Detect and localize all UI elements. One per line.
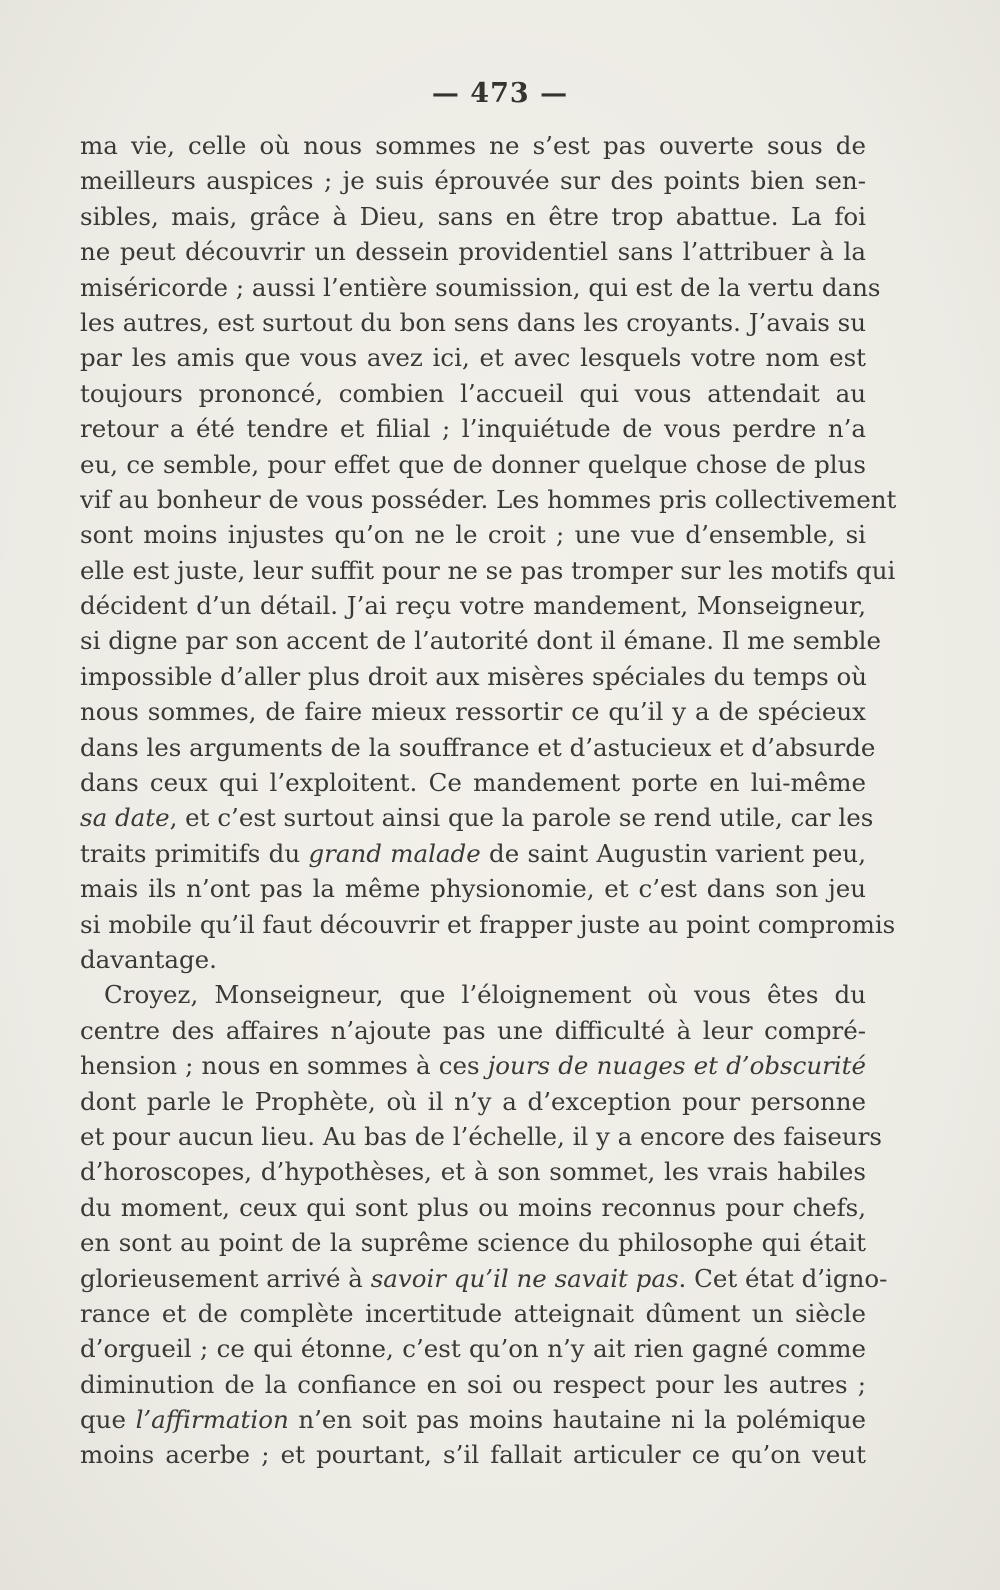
italic-text: grand malade <box>308 838 481 868</box>
text-segment: dans les arguments de la souffrance et d’astucieux et d’absurde <box>80 732 876 762</box>
text-line <box>80 305 866 340</box>
text-line <box>80 694 866 729</box>
text-segment: décident d’un détail. J’ai reçu votre mandement, Monseigneur, <box>80 591 866 621</box>
text-segment: sont moins injustes qu’on ne le croit ; une vue d’ensemble, si <box>80 520 866 550</box>
text-segment: , et c’est surtout ainsi que la parole se rend utile, car les <box>169 803 874 833</box>
text-segment: de saint Augustin varient peu, <box>480 838 866 868</box>
text-line <box>80 800 874 835</box>
italic-text: jours de nuages et d’obscurité <box>487 1051 866 1081</box>
text-segment: dans ceux qui l’exploitent. Ce mandement porte en lui-même <box>80 768 866 798</box>
text-line <box>80 1084 866 1119</box>
italic-text: savoir qu’il ne savait pas <box>370 1263 679 1293</box>
text-line <box>80 942 866 977</box>
italic-text: l’affirmation <box>135 1405 289 1435</box>
text-segment: toujours prononcé, combien l’accueil qui vous attendait au <box>80 378 866 408</box>
text-segment: que <box>80 1405 136 1435</box>
text-segment: si mobile qu’il faut découvrir et frapper juste au point compromis <box>80 909 896 939</box>
text-line <box>80 234 866 269</box>
text-segment: en sont au point de la suprême science du philosophe qui était <box>80 1228 866 1258</box>
text-line <box>80 1402 866 1437</box>
text-line <box>80 1437 866 1472</box>
text-segment: dont parle le Prophète, où il n’y a d’exception pour personne <box>80 1086 866 1116</box>
text-segment: si digne par son accent de l’autorité dont il émane. Il me semble <box>80 626 881 656</box>
text-segment: impossible d’aller plus droit aux misères spéciales du temps où <box>80 661 868 691</box>
text-line <box>80 376 866 411</box>
text-line <box>80 871 866 906</box>
text-line <box>80 623 881 658</box>
page-number: — 473 — <box>431 78 569 109</box>
text-segment: traits primitifs du <box>80 838 309 868</box>
text-segment: eu, ce semble, pour effet que de donner quelque chose de plus <box>80 449 866 479</box>
text-line <box>80 1367 866 1402</box>
text-line <box>80 1013 866 1048</box>
text-segment: d’horoscopes, d’hypothèses, et à son sommet, les vrais habiles <box>80 1157 866 1187</box>
text-line <box>80 447 866 482</box>
text-line <box>80 588 866 623</box>
text-line <box>80 270 881 305</box>
text-segment: moins acerbe ; et pourtant, s’il fallait articuler ce qu’on veut <box>80 1440 866 1470</box>
text-segment: ne peut découvrir un dessein providentiel sans l’attribuer à la <box>80 237 866 267</box>
text-line <box>80 977 866 1012</box>
text-segment: davantage. <box>80 944 217 974</box>
text-segment: sibles, mais, grâce à Dieu, sans en être trop abattue. La foi <box>80 201 866 231</box>
text-line <box>80 128 866 163</box>
text-line <box>80 1261 888 1296</box>
text-line <box>80 1225 866 1260</box>
text-segment: elle est juste, leur suffit pour ne se pas tromper sur les motifs qui <box>80 555 896 585</box>
text-segment: meilleurs auspices ; je suis éprouvée sur des points bien sen- <box>80 166 866 196</box>
text-segment: d’orgueil ; ce qui étonne, c’est qu’on n’y ait rien gagné comme <box>80 1334 866 1364</box>
body-text <box>80 128 897 1473</box>
text-line <box>80 907 896 942</box>
text-segment: les autres, est surtout du bon sens dans les croyants. J’avais su <box>80 307 866 337</box>
text-segment: mais ils n’ont pas la même physionomie, et c’est dans son jeu <box>80 874 866 904</box>
text-line <box>80 163 866 198</box>
text-segment: nous sommes, de faire mieux ressortir ce qu’il y a de spécieux <box>80 697 866 727</box>
text-segment: ma vie, celle où nous sommes ne s’est pas ouverte sous de <box>80 131 866 160</box>
text-line <box>80 1296 866 1331</box>
text-line <box>80 1048 866 1083</box>
text-segment: rance et de complète incertitude atteignait dûment un siècle <box>80 1298 866 1328</box>
text-line <box>80 482 897 517</box>
text-line <box>80 1119 882 1154</box>
text-segment: hension ; nous en sommes à ces <box>80 1051 488 1081</box>
text-line <box>80 411 866 446</box>
text-segment: Croyez, Monseigneur, que l’éloignement où vous êtes du <box>104 980 866 1010</box>
text-line <box>80 553 896 588</box>
text-segment: . Cet état d’igno- <box>678 1263 888 1293</box>
text-segment: et pour aucun lieu. Au bas de l’échelle, il y a encore des faiseurs <box>80 1121 882 1151</box>
text-line <box>80 659 866 694</box>
text-segment: vif au bonheur de vous posséder. Les hommes pris collectivement <box>80 484 897 514</box>
text-line <box>80 340 866 375</box>
text-line <box>80 199 866 234</box>
text-segment: du moment, ceux qui sont plus ou moins reconnus pour chefs, <box>80 1192 866 1222</box>
text-line <box>80 517 866 552</box>
text-segment: diminution de la confiance en soi ou respect pour les autres ; <box>80 1369 866 1399</box>
text-segment: miséricorde ; aussi l’entière soumission, qui est de la vertu dans <box>80 272 881 302</box>
text-segment: glorieusement arrivé à <box>80 1263 371 1293</box>
italic-text: sa date <box>80 803 170 833</box>
text-segment: centre des affaires n’ajoute pas une difficulté à leur compré- <box>80 1015 866 1045</box>
text-line <box>80 836 866 871</box>
text-line <box>80 1331 866 1366</box>
text-line <box>80 730 876 765</box>
text-segment: n’en soit pas moins hautaine ni la polémique <box>288 1405 866 1435</box>
text-line <box>80 765 866 800</box>
text-line <box>80 1190 866 1225</box>
text-segment: par les amis que vous avez ici, et avec lesquels votre nom est <box>80 343 866 373</box>
text-line <box>80 1154 866 1189</box>
text-segment: retour a été tendre et filial ; l’inquiétude de vous perdre n’a <box>80 414 866 444</box>
